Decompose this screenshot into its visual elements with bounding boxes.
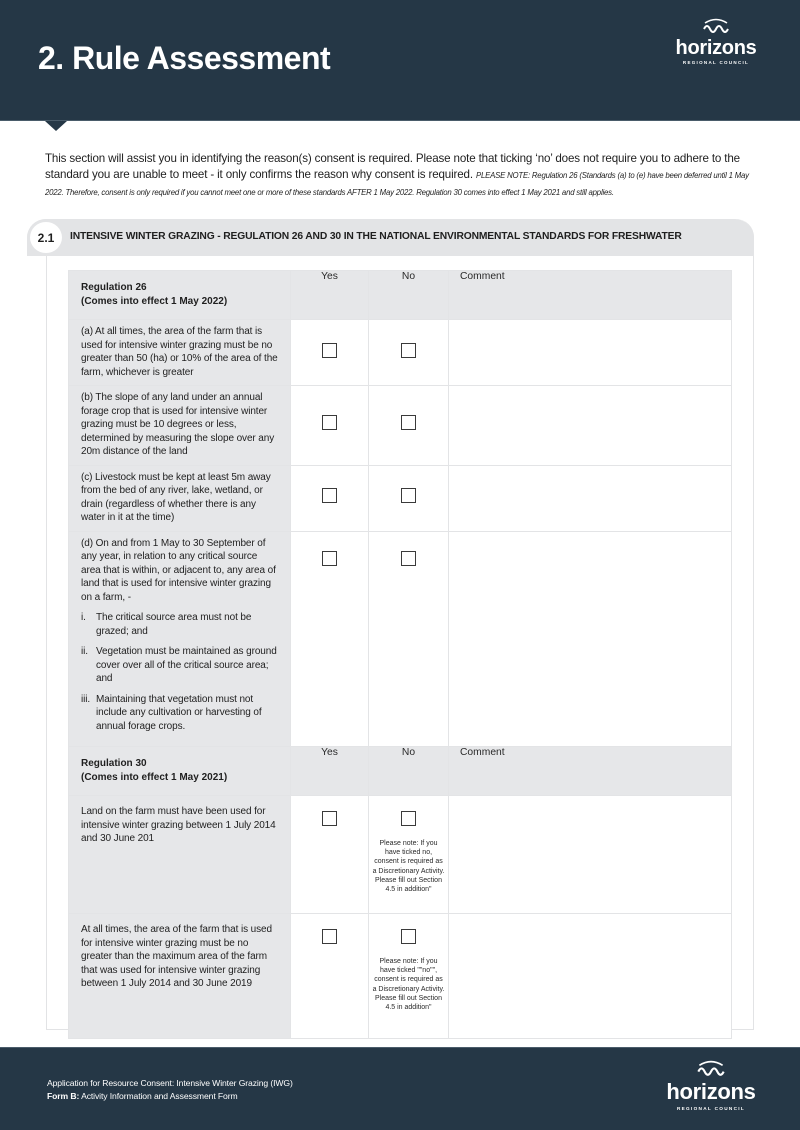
no-cell <box>369 914 449 1039</box>
reg26-title: Regulation 26 <box>81 282 147 293</box>
page-title: 2. Rule Assessment <box>38 40 331 76</box>
no-cell <box>369 531 449 747</box>
no-checkbox[interactable] <box>401 929 416 944</box>
no-consequence-note: Please note: If you have ticked ""no"", consent is required as a Discretionary Activity. Please fill out Section 4.5 in addition" <box>372 958 445 1012</box>
rule-text: Land on the farm must have been used for intensive winter grazing between 1 July 2014 and 30 June 201 <box>69 796 291 914</box>
no-consequence-note: Please note: If you have ticked no, consent is required as a Discretionary Activity. Please fill out Section 4.5 in addition" <box>372 840 445 894</box>
yes-checkbox[interactable] <box>322 811 337 826</box>
column-comment: Comment <box>449 271 732 320</box>
table-row <box>69 320 732 386</box>
table-row <box>69 914 732 1039</box>
yes-cell <box>291 914 369 1039</box>
column-comment: Comment <box>449 747 732 796</box>
section-number: 2.1 <box>27 219 65 256</box>
intro-text: This section will assist you in identifying the reason(s) consent is required. Please note that ticking ‘no’ does not require you to adhere to the standard you are unable to meet - it only confirms the reason why consent is required. <box>45 152 740 181</box>
table-row <box>69 465 732 531</box>
column-yes: Yes <box>291 271 369 320</box>
rule-assessment-table <box>68 270 732 1039</box>
yes-cell <box>291 320 369 386</box>
comment-field[interactable] <box>449 465 732 531</box>
reg30-heading <box>69 747 291 796</box>
comment-field[interactable] <box>449 914 732 1039</box>
no-cell <box>369 465 449 531</box>
table-row <box>69 796 732 914</box>
comment-field[interactable] <box>449 796 732 914</box>
footer-form-text: Activity Information and Assessment Form <box>79 1091 238 1101</box>
reg26-heading <box>69 271 291 320</box>
logo-wordmark: horizons <box>675 37 757 59</box>
no-cell <box>369 320 449 386</box>
list-item <box>81 693 278 734</box>
logo-subtitle: REGIONAL COUNCIL <box>682 60 750 65</box>
yes-cell <box>291 465 369 531</box>
horizons-logo-footer <box>666 1060 756 1112</box>
yes-checkbox[interactable] <box>322 343 337 358</box>
yes-cell <box>291 796 369 914</box>
yes-cell <box>291 531 369 747</box>
reg30-effect: (Comes into effect 1 May 2021) <box>81 772 228 783</box>
list-text: The critical source area must not be grazed; and <box>96 612 252 637</box>
logo-subtitle: REGIONAL COUNCIL <box>676 1106 746 1111</box>
list-item <box>81 611 278 638</box>
rule-text: At all times, the area of the farm that is used for intensive winter grazing must be no greater than the maximum area of the farm that was used for intensive winter grazing between 1 July 2014 and 30 June 2019 <box>69 914 291 1039</box>
footer-application-title: Application for Resource Consent: Intensive Winter Grazing (IWG) <box>47 1078 293 1088</box>
column-no: No <box>369 747 449 796</box>
logo-wordmark: horizons <box>666 1079 756 1104</box>
horizons-logo <box>674 18 758 66</box>
sub-item-list <box>81 611 278 733</box>
section-title: INTENSIVE WINTER GRAZING - REGULATION 26 AND 30 IN THE NATIONAL ENVIRONMENTAL STANDARDS FOR FRESHWATER <box>70 231 682 242</box>
footer-form-name <box>47 1091 238 1101</box>
column-no: No <box>369 271 449 320</box>
rule-text-block <box>69 531 291 747</box>
reg30-title: Regulation 30 <box>81 758 147 769</box>
yes-checkbox[interactable] <box>322 929 337 944</box>
intro-paragraph <box>45 151 757 201</box>
footer-form-label: Form B: <box>47 1091 80 1101</box>
no-checkbox[interactable] <box>401 415 416 430</box>
rule-text: (a) At all times, the area of the farm that is used for intensive winter grazing must be no greater than 50 (ha) or 10% of the area of the farm, whichever is greater <box>69 320 291 386</box>
list-text: Maintaining that vegetation must not include any cultivation or harvesting of annual forage crops. <box>96 693 262 732</box>
list-marker: i. <box>81 612 86 623</box>
rule-text: (c) Livestock must be kept at least 5m away from the bed of any river, lake, wetland, or drain (regardless of whether there is any water in it at the time) <box>69 465 291 531</box>
list-item <box>81 645 278 686</box>
rule-text: (b) The slope of any land under an annual forage crop that is used for intensive winter grazing must be 10 degrees or less, determined by measuring the slope over any 20m distance of the land <box>69 386 291 466</box>
comment-field[interactable] <box>449 320 732 386</box>
no-cell <box>369 796 449 914</box>
table-row <box>69 386 732 466</box>
rule-text: (d) On and from 1 May to 30 September of any year, in relation to any critical source area that is within, or adjacent to, any area of land that is used for intensive winter grazing on a farm, - <box>81 537 276 603</box>
comment-field[interactable] <box>449 386 732 466</box>
list-marker: iii. <box>81 693 91 705</box>
list-marker: ii. <box>81 646 88 657</box>
comment-field[interactable] <box>449 531 732 747</box>
yes-checkbox[interactable] <box>322 415 337 430</box>
header-notch <box>45 121 67 131</box>
intro-note: PLEASE NOTE: Regulation 26 (Standards (a) to (e) have been deferred until 1 May 2022. Therefore, consent is only required if you cannot meet one or more of these standards AFTER 1 May 2022. Regulation 30 comes into effect 1 May 2021 and still applies. <box>45 171 749 197</box>
table-header-reg26 <box>69 271 732 320</box>
no-checkbox[interactable] <box>401 488 416 503</box>
no-checkbox[interactable] <box>401 551 416 566</box>
no-checkbox[interactable] <box>401 343 416 358</box>
list-text: Vegetation must be maintained as ground cover over all of the critical source area; and <box>96 646 277 684</box>
table-row <box>69 531 732 747</box>
reg26-effect: (Comes into effect 1 May 2022) <box>81 296 228 307</box>
horizons-wave-icon <box>694 1060 728 1079</box>
table-header-reg30 <box>69 747 732 796</box>
no-checkbox[interactable] <box>401 811 416 826</box>
no-cell <box>369 386 449 466</box>
horizons-wave-icon <box>700 18 732 36</box>
yes-checkbox[interactable] <box>322 488 337 503</box>
column-yes: Yes <box>291 747 369 796</box>
yes-cell <box>291 386 369 466</box>
yes-checkbox[interactable] <box>322 551 337 566</box>
